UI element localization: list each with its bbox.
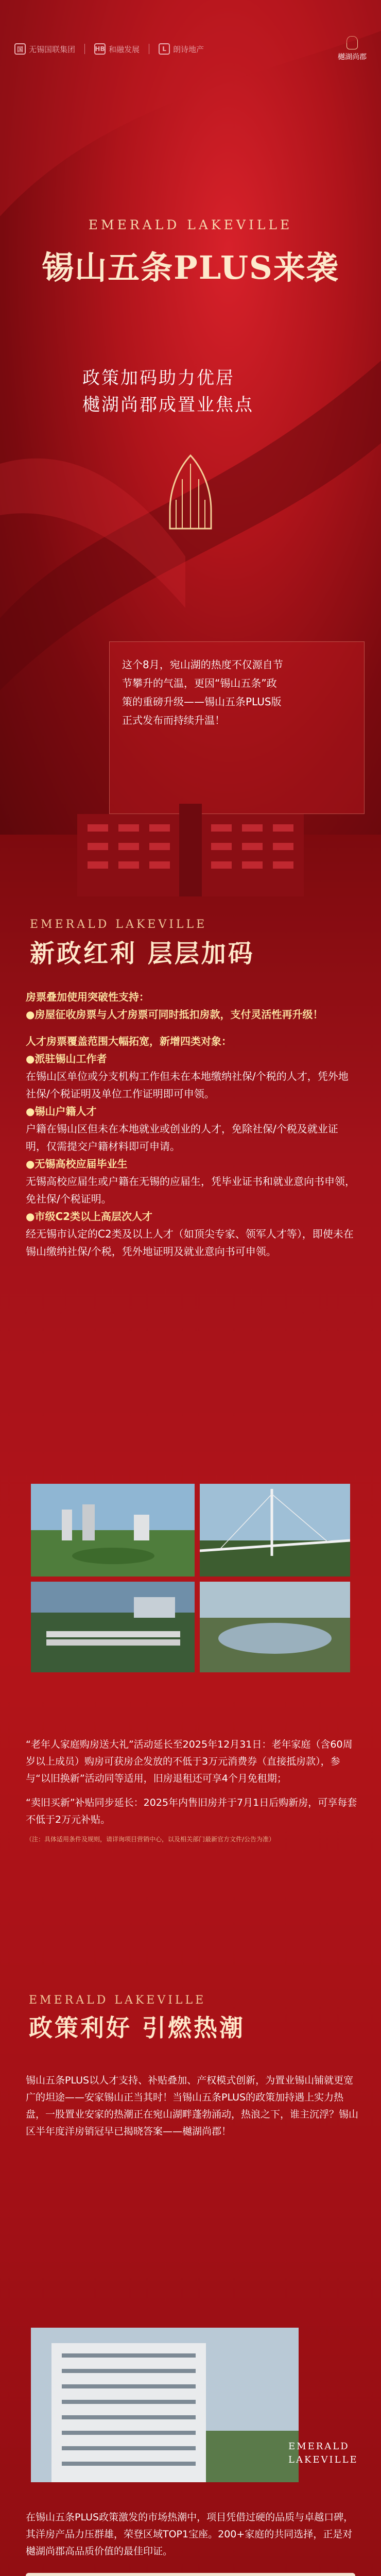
policy-line: 经无锡市认定的C2类及以上人才（如顶尖专家、领军人才等），即使未在锡山缴纳社保/个税，凭外地证明及就业意向书可申领。 [26,1228,354,1258]
langshi-logo-icon: L [159,43,170,55]
note-paragraph: “卖旧买新”补贴同步延长：2025年内售旧房并于7月1日后购新房，可享每套不低于2万元补贴。 [26,1797,357,1825]
section1-title: 新政红利 层层加码 [30,939,255,968]
logo-label: 无锡国联集团 [29,44,76,54]
table-header-cell [81,2573,136,2576]
policy-line: ●市级C2类以上高层次人才 [26,1210,153,1223]
policy-line: ●无锡高校应届毕业生 [26,1158,128,1170]
note-paragraph: “老年人家庭购房送大礼”活动延长至2025年12月31日：老年家庭（含60周岁以上成员）购房可获房企发放的不低于3万元消费券（直接抵房款），参与“以旧换新”活动同等适用，旧房退租还可享4个月免租期； [26,1739,353,1784]
intro-line: 正式发布而持续升温！ [122,714,225,726]
section2-english-title: EMERALD LAKEVILLE [29,1994,206,2007]
hero-subtitle-1: 政策加码助力优居 [82,368,235,388]
note-disclaimer: （注：具体适用条件及规则，请详询项目营销中心，以及相关部门最新官方文件/公告为准） [26,1836,275,1843]
photo-bridge [200,1484,350,1577]
policy-line: 房票叠加使用突破性支持： [26,991,149,1003]
intro-card [109,641,365,814]
photo-lake [200,1582,350,1672]
render-caption-line: LAKEVILLE [288,2454,358,2465]
hero-section [0,0,381,835]
policy-line: 户籍在锡山区但未在本地就业或创业的人才，免除社保/个税及就业证明，仅需提交户籍材料即可申请。 [26,1123,338,1153]
sales-ranking-table [26,2573,355,2576]
policy-line: ●派驻锡山工作者 [26,1053,107,1065]
herong-logo-icon: HB [94,43,106,55]
intro-line: 这个8月，宛山湖的热度不仅源自节 [122,658,283,671]
table-header-cell [246,2573,301,2576]
spacer [26,1023,355,1032]
photo-railway [31,1582,195,1672]
project-render-image [31,2328,299,2482]
table-header-cell [190,2573,246,2576]
policy-list [26,988,355,1260]
logo-label: 和融发展 [109,44,140,54]
table-header-cell [300,2573,355,2576]
section2-body [26,2072,360,2140]
policy-line: ●锡山户籍人才 [26,1105,97,1117]
brand-name: 樾湖尚郡 [338,53,367,61]
hero-english-title: EMERALD LAKEVILLE [88,217,293,232]
intro-line: 节攀升的气温，更因“锡山五条”政 [122,677,277,689]
section1-english-title: EMERALD LAKEVILLE [30,918,207,931]
policy-line: 人才房票覆盖范围大幅拓宽，新增四类对象： [26,1035,232,1047]
photo-grid [31,1484,350,1672]
photo-aerial-park [31,1484,195,1577]
policy-line: ●房屋征收房票与人才房票可同时抵扣房款，支付灵活性再升级！ [26,1008,323,1021]
logo-label: 朗诗地产 [173,44,204,54]
campaign-notes [26,1736,360,1844]
section2-paragraph: 在锡山五条PLUS政策激发的市场热潮中，项目凭借过硬的品质与卓越口碑，其洋房产品力压群雄，荣登区域TOP1宝座。200+家庭的共同选择，正是对樾湖尚郡高品质价值的最佳印证。 [26,2512,354,2557]
leaf-emblem-icon [167,453,214,531]
render-caption-line: EMERALD [288,2441,350,2452]
table-header-cell [135,2573,190,2576]
render-caption [288,2440,358,2467]
building-illustration [46,793,335,896]
section2-body-2 [26,2509,360,2560]
intro-line: 策的重磅升级——锡山五条PLUS版 [122,696,282,708]
policy-line: 在锡山区单位或分支机构工作但未在本地缴纳社保/个税的人才，凭外地社保/个税证明及单位工作证明即可申领。 [26,1070,349,1100]
section2-paragraph: 锡山五条PLUS以人才支持、补贴叠加、产权模式创新，为置业锡山铺就更宽广的坦途——安家锡山正当其时！当锡山五条PLUS的政策加持遇上实力热盘，一股置业安家的热潮正在宛山湖畔蓬勃涌动，热浪之下，谁主沉浮？锡山区半年度洋房销冠早已揭晓答案——樾湖尚郡！ [26,2075,359,2137]
section2-title: 政策利好 引燃热潮 [29,2014,246,2042]
hero-title: 锡山五条PLUS来袭 [42,249,339,286]
table-header [26,2573,355,2576]
guolian-logo-icon: 国 [14,43,26,55]
policy-line: 无锡高校应届生或户籍在无锡的应届生，凭毕业证书和就业意向书申领，免社保/个税证明。 [26,1175,355,1205]
hero-subtitle-2: 樾湖尚郡成置业焦点 [82,395,254,415]
